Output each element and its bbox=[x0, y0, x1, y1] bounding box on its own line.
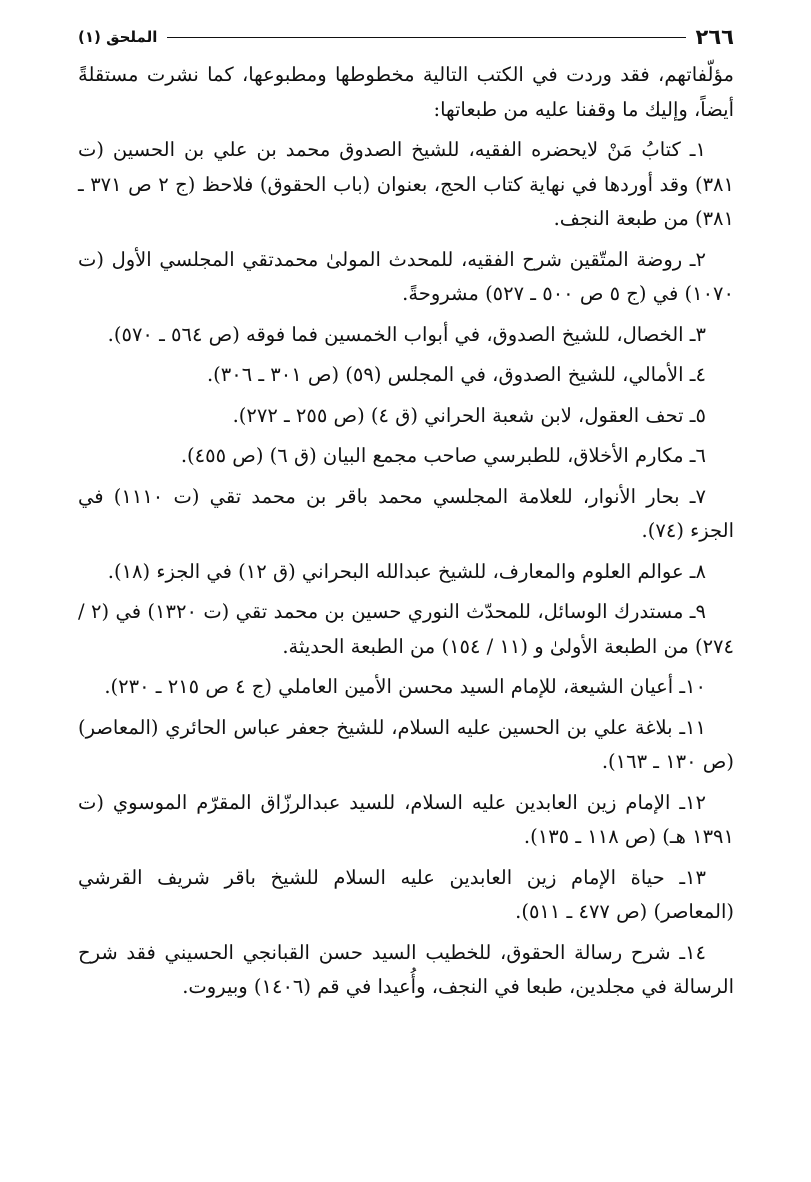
page-body bbox=[78, 58, 734, 1005]
list-item: ١٢ـ الإمام زين العابدين عليه السلام، للسيد عبدالرزّاق المقرّم الموسوي (ت ١٣٩١ هـ) (ص ١١٨ ـ ١٣٥). bbox=[78, 790, 734, 848]
list-item: ٩ـ مستدرك الوسائل، للمحدّث النوري حسين بن محمد تقي (ت ١٣٢٠) في (٢ / ٢٧٤) من الطبعة الأولىٰ و (١١ / ١٥٤) من الطبعة الحديثة. bbox=[78, 600, 734, 658]
running-header bbox=[78, 22, 734, 52]
header-rule bbox=[167, 37, 685, 38]
list-item: ٢ـ روضة المتّقين شرح الفقيه، للمحدث المولىٰ محمدتقي المجلسي الأول (ت ١٠٧٠) في (ج ٥ ص ٥٠٠ ـ ٥٢٧) مشروحةً. bbox=[78, 247, 734, 305]
list-item: ٥ـ تحف العقول، لابن شعبة الحراني (ق ٤) (ص ٢٥٥ ـ ٢٧٢). bbox=[232, 403, 706, 427]
book-page bbox=[78, 22, 734, 1011]
list-item: ١ـ كتابُ مَنْ لايحضره الفقيه، للشيخ الصدوق محمد بن علي بن الحسين (ت ٣٨١) وقد أوردها في نهاية كتاب الحج، بعنوان (باب الحقوق) فلاحظ (ج ٢ ص ٣٧١ ـ ٣٨١) من طبعة النجف. bbox=[78, 138, 734, 230]
intro-paragraph: مؤلّفاتهم، فقد وردت في الكتب التالية مخطوطها ومطبوعها، كما نشرت مستقلةً أيضاً، وإليك ما وقفنا عليه من طبعاتها: bbox=[78, 63, 734, 121]
list-item: ٧ـ بحار الأنوار، للعلامة المجلسي محمد باقر بن محمد تقي (ت ١١١٠) في الجزء (٧٤). bbox=[78, 484, 734, 542]
list-item: ١٠ـ أعيان الشيعة، للإمام السيد محسن الأمين العاملي (ج ٤ ص ٢١٥ ـ ٢٣٠). bbox=[104, 675, 706, 698]
list-item: ١١ـ بلاغة علي بن الحسين عليه السلام، للشيخ جعفر عباس الحائري (المعاصر) (ص ١٣٠ ـ ١٦٣). bbox=[78, 715, 734, 773]
list-item: ٤ـ الأمالي، للشيخ الصدوق، في المجلس (٥٩) (ص ٣٠١ ـ ٣٠٦). bbox=[206, 363, 706, 386]
list-item: ٨ـ عوالم العلوم والمعارف، للشيخ عبدالله البحراني (ق ١٢) في الجزء (١٨). bbox=[107, 559, 706, 583]
list-item: ٣ـ الخصال، للشيخ الصدوق، في أبواب الخمسين فما فوقه (ص ٥٦٤ ـ ٥٧٠). bbox=[107, 322, 706, 346]
list-item: ١٤ـ شرح رسالة الحقوق، للخطيب السيد حسن القبانجي الحسيني فقد شرح الرسالة في مجلدين، طبعا في النجف، وأُعيدا في قم (١٤٠٦) وبيروت. bbox=[78, 940, 734, 998]
running-title: الملحق (١) bbox=[78, 28, 158, 46]
list-item: ٦ـ مكارم الأخلاق، للطبرسي صاحب مجمع البيان (ق ٦) (ص ٤٥٥). bbox=[180, 444, 706, 467]
page-number: ٢٦٦ bbox=[695, 25, 734, 49]
list-item: ١٣ـ حياة الإمام زين العابدين عليه السلام للشيخ باقر شريف القرشي (المعاصر) (ص ٤٧٧ ـ ٥١١). bbox=[78, 865, 734, 923]
